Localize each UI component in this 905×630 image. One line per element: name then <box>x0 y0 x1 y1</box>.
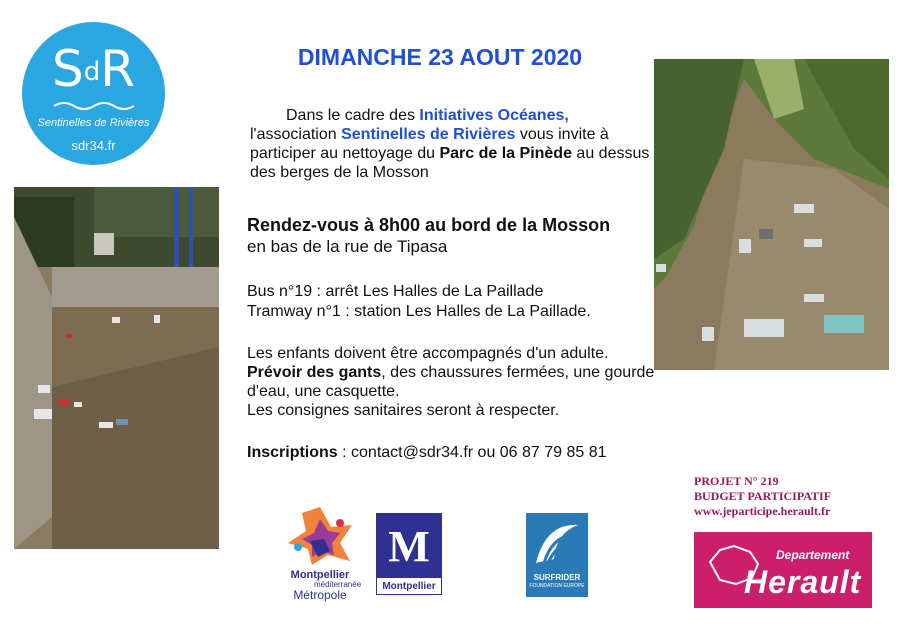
wave-icon <box>52 98 136 112</box>
sdr-monogram: SdR <box>51 40 135 98</box>
intro-paragraph: Dans le cadre des Initiatives Océanes, l'association Sentinelles de Rivières vous invite à participer au nettoyage du Parc de la Pinède au dessus des berges de la Mosson <box>250 107 650 181</box>
projet-info: PROJET N° 219 BUDGET PARTICIPATIF www.jeparticipe.herault.fr <box>694 474 832 518</box>
montpellier-logo: M Montpellier <box>376 513 442 595</box>
montpellier-metropole-logo: Montpellier méditerranée Métropole <box>270 505 370 601</box>
sdr-site: sdr34.fr <box>71 138 116 153</box>
advice-paragraph: Les enfants doivent être accompagnés d'un adulte. Prévoir des gants, des chaussures fermées, une gourde d'eau, une casquette. Les consignes sanitaires seront à respecter. <box>247 345 655 419</box>
litter-photo-right <box>654 59 889 370</box>
sdr-logo <box>22 22 165 165</box>
inscriptions-label: Inscriptions <box>247 444 338 461</box>
litter-photo-left <box>14 187 219 549</box>
star-icon <box>270 505 370 567</box>
wave-icon <box>526 513 588 571</box>
bus-line: Bus n°19 : arrêt Les Halles de La Paillade <box>247 283 544 300</box>
tram-line: Tramway n°1 : station Les Halles de La Paillade. <box>247 303 591 320</box>
sdr-tagline: Sentinelles de Rivières <box>37 117 150 129</box>
inscriptions-line <box>247 444 607 462</box>
rendezvous-location: en bas de la rue de Tipasa <box>247 237 448 256</box>
surfrider-logo: SURFRIDER FOUNDATION EUROPE <box>526 513 588 597</box>
inscriptions-contact: : contact@sdr34.fr ou 06 87 79 85 81 <box>337 444 607 461</box>
transport-info <box>247 282 591 322</box>
projet-link[interactable]: www.jeparticipe.herault.fr <box>694 504 831 518</box>
rendezvous-line: Rendez-vous à 8h00 au bord de la Mosson <box>247 215 611 235</box>
herault-logo: Departement Herault <box>694 532 872 608</box>
event-title: DIMANCHE 23 AOUT 2020 <box>297 44 583 70</box>
